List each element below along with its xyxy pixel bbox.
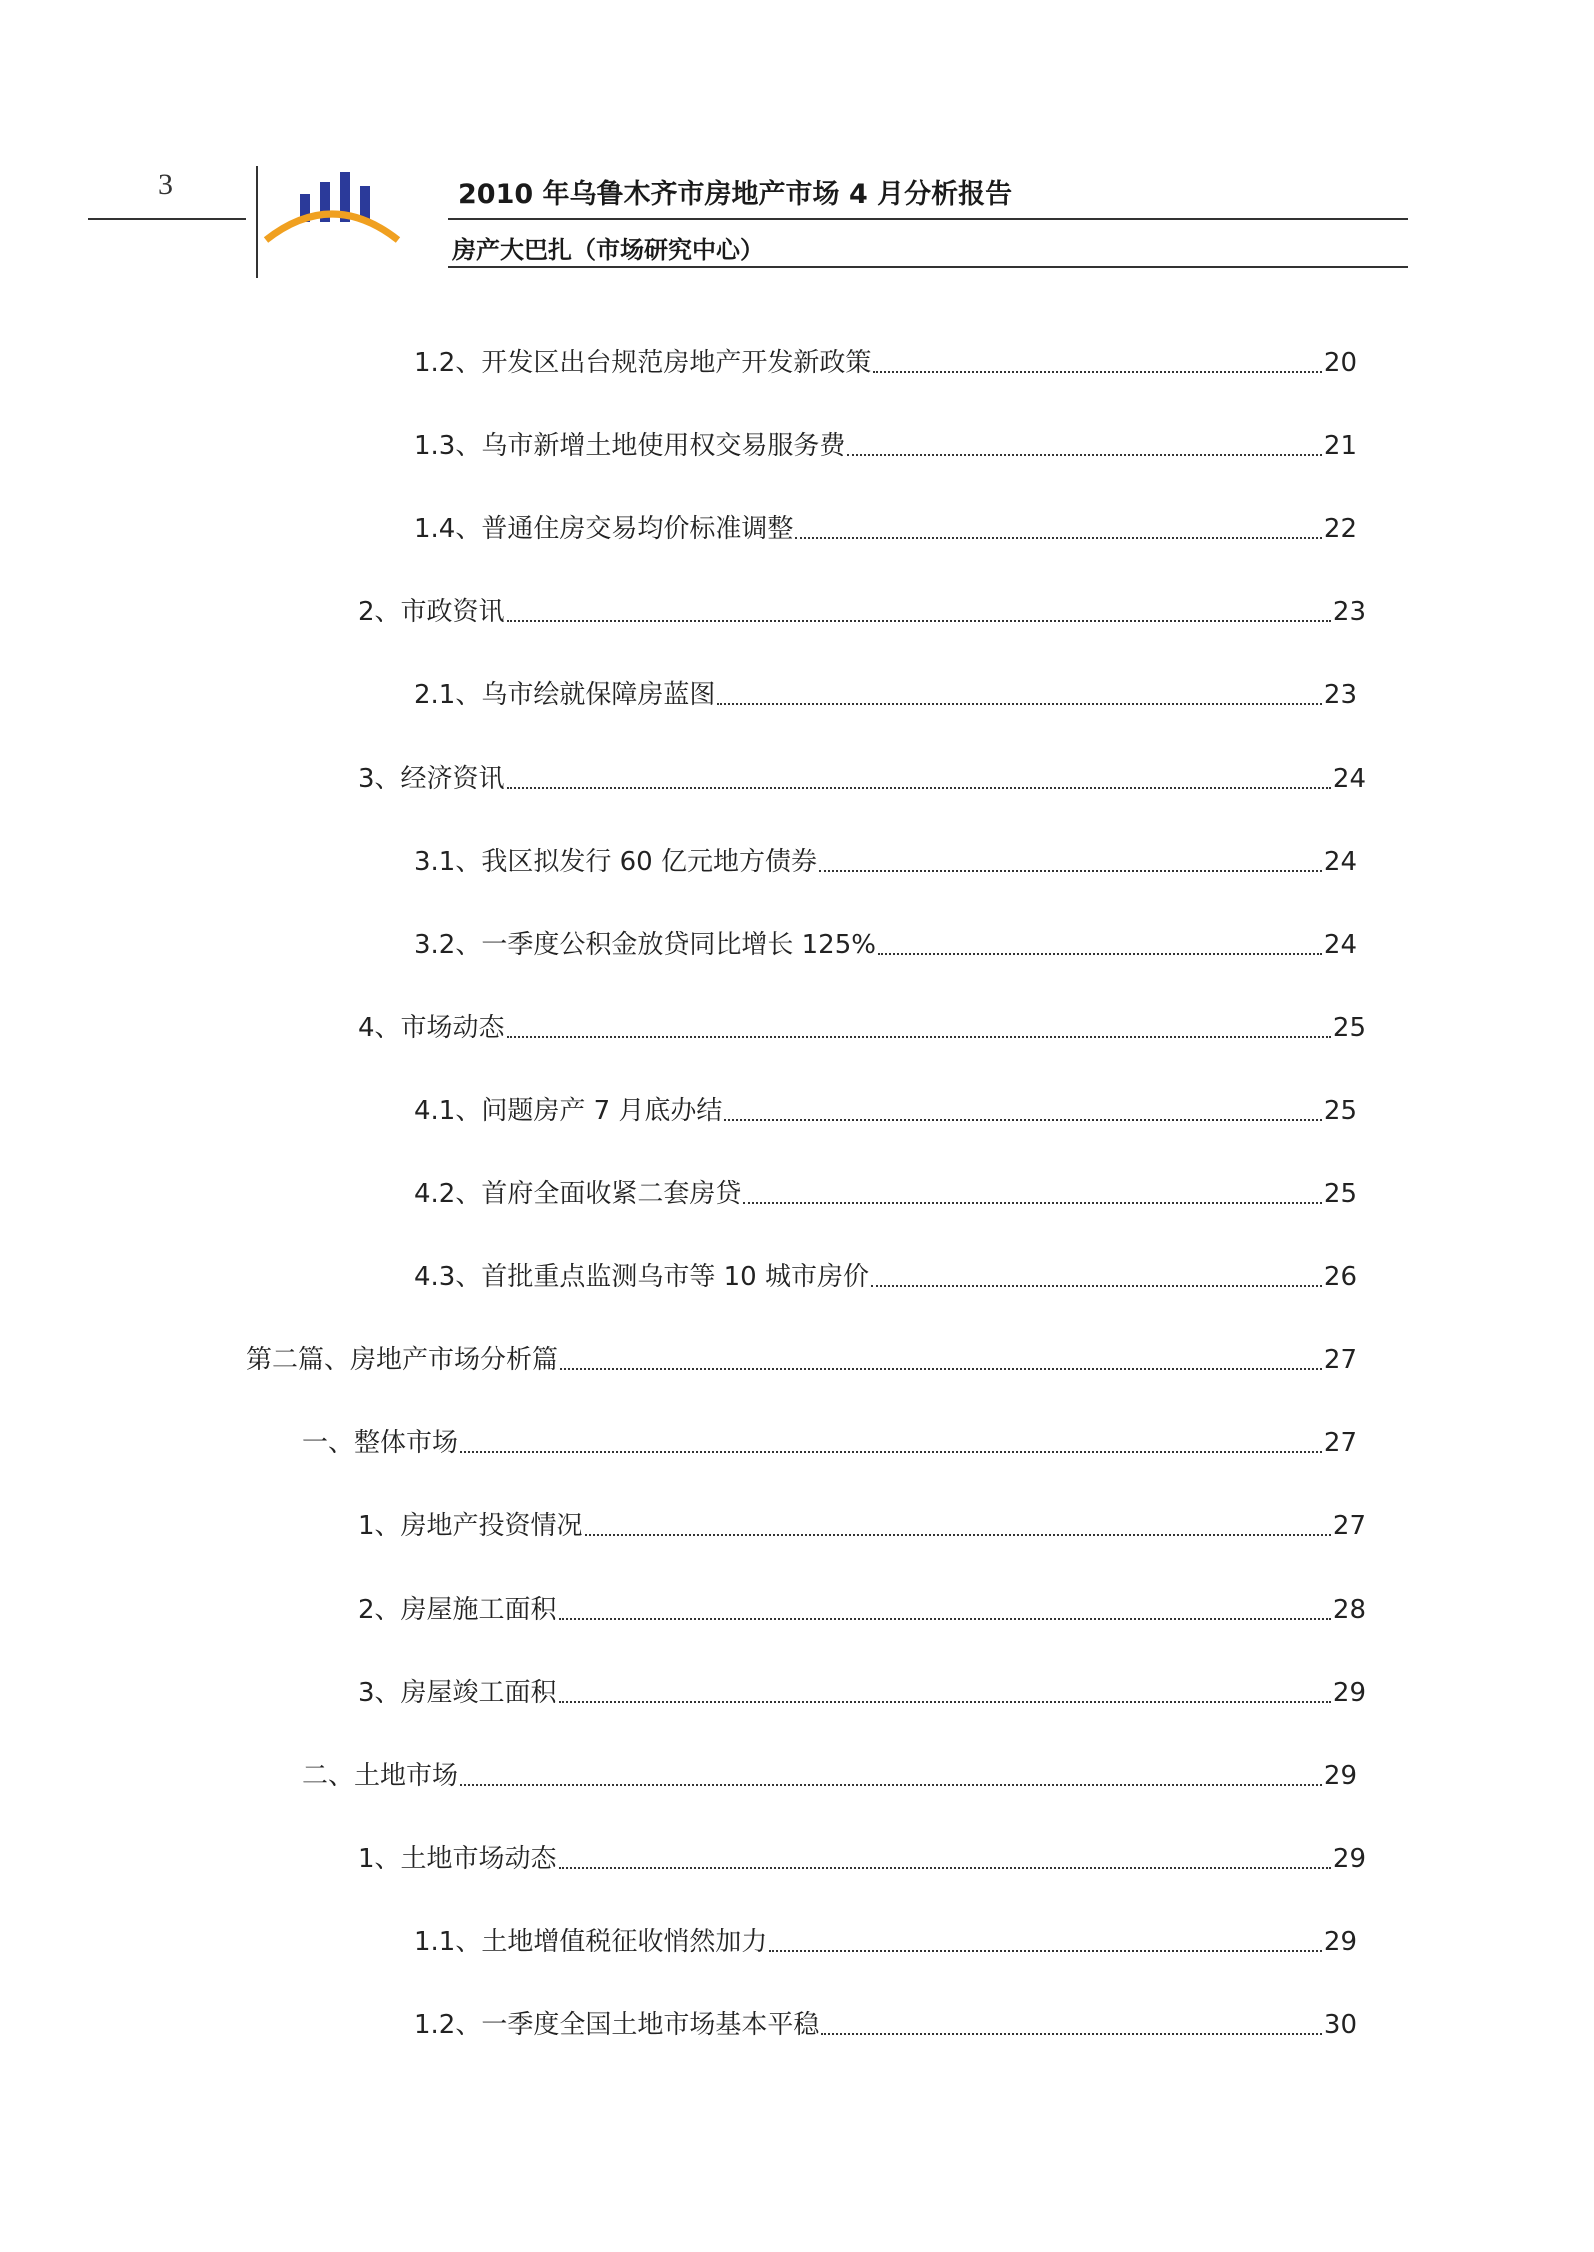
toc-entry-title: 一、整体市场	[302, 1428, 459, 1458]
toc-leader-dots	[743, 1202, 1322, 1204]
toc-entry[interactable]	[414, 922, 1357, 962]
toc-entry-title: 1.2、开发区出台规范房地产开发新政策	[414, 348, 872, 378]
toc-leader-dots	[560, 1368, 1322, 1370]
toc-entry[interactable]	[358, 1587, 1366, 1627]
toc-entry-title: 1、房地产投资情况	[358, 1511, 583, 1541]
header-rule-vertical	[256, 166, 258, 278]
report-subtitle: 房产大巴扎（市场研究中心）	[452, 236, 764, 264]
toc-leader-dots	[847, 454, 1322, 456]
toc-leader-dots	[717, 703, 1322, 705]
header-rule-left	[88, 218, 246, 220]
toc-entry-page: 30	[1323, 2010, 1357, 2040]
toc-entry-page: 23	[1323, 680, 1357, 710]
toc-entry-page: 26	[1323, 1262, 1357, 1292]
toc-entry-title: 4.3、首批重点监测乌市等 10 城市房价	[414, 1262, 869, 1292]
toc-entry[interactable]	[358, 1836, 1366, 1876]
toc-entry-title: 4.1、问题房产 7 月底办结	[414, 1096, 723, 1126]
toc-entry-title: 1.3、乌市新增土地使用权交易服务费	[414, 431, 846, 461]
toc-leader-dots	[873, 371, 1322, 373]
toc-entry[interactable]	[414, 423, 1357, 463]
toc-leader-dots	[507, 1036, 1331, 1038]
toc-leader-dots	[878, 953, 1322, 955]
toc-entry[interactable]	[414, 839, 1357, 879]
toc-entry[interactable]	[302, 1753, 1357, 1793]
toc-entry-title: 4、市场动态	[358, 1013, 505, 1043]
toc-entry-title: 2、房屋施工面积	[358, 1595, 557, 1625]
toc-entry[interactable]	[302, 1420, 1357, 1460]
toc-entry-page: 29	[1332, 1844, 1366, 1874]
report-title: 2010 年乌鲁木齐市房地产市场 4 月分析报告	[458, 179, 1013, 210]
header-rule-title	[448, 218, 1408, 220]
toc-entry[interactable]	[414, 1919, 1357, 1959]
toc-leader-dots	[460, 1451, 1322, 1453]
toc-entry-page: 25	[1332, 1013, 1366, 1043]
toc-leader-dots	[559, 1867, 1331, 1869]
toc-leader-dots	[559, 1618, 1331, 1620]
toc-entry-title: 3.1、我区拟发行 60 亿元地方债券	[414, 847, 817, 877]
toc-entry-page: 29	[1332, 1678, 1366, 1708]
toc-entry-page: 22	[1323, 514, 1357, 544]
toc-entry-title: 2.1、乌市绘就保障房蓝图	[414, 680, 716, 710]
toc-entry-page: 24	[1323, 930, 1357, 960]
toc-entry-title: 3.2、一季度公积金放贷同比增长 125%	[414, 930, 876, 960]
toc-leader-dots	[507, 787, 1331, 789]
toc-entry-page: 27	[1323, 1345, 1357, 1375]
toc-entry[interactable]	[358, 1005, 1366, 1045]
toc-leader-dots	[795, 537, 1322, 539]
toc-entry[interactable]	[414, 672, 1357, 712]
toc-entry[interactable]	[246, 1337, 1357, 1377]
toc-entry[interactable]	[414, 2002, 1357, 2042]
toc-leader-dots	[724, 1119, 1321, 1121]
toc-entry-page: 25	[1323, 1096, 1357, 1126]
toc-entry-page: 23	[1332, 597, 1366, 627]
toc-entry[interactable]	[414, 506, 1357, 546]
toc-entry-page: 27	[1332, 1511, 1366, 1541]
toc-entry[interactable]	[414, 1171, 1357, 1211]
company-logo	[262, 168, 402, 252]
toc-entry[interactable]	[358, 1503, 1366, 1543]
toc-leader-dots	[769, 1950, 1322, 1952]
toc-entry-page: 27	[1323, 1428, 1357, 1458]
toc-entry-page: 29	[1323, 1761, 1357, 1791]
toc-leader-dots	[507, 620, 1331, 622]
toc-entry-title: 二、土地市场	[302, 1761, 459, 1791]
toc-entry[interactable]	[358, 756, 1366, 796]
toc-entry-page: 28	[1332, 1595, 1366, 1625]
toc-entry[interactable]	[414, 1254, 1357, 1294]
toc-entry-title: 3、房屋竣工面积	[358, 1678, 557, 1708]
toc-entry-page: 20	[1323, 348, 1357, 378]
toc-leader-dots	[821, 2033, 1322, 2035]
toc-entry-page: 24	[1323, 847, 1357, 877]
toc-entry[interactable]	[358, 1670, 1366, 1710]
toc-entry-title: 2、市政资讯	[358, 597, 505, 627]
toc-entry-title: 第二篇、房地产市场分析篇	[246, 1345, 559, 1375]
toc-leader-dots	[871, 1285, 1322, 1287]
toc-leader-dots	[559, 1701, 1331, 1703]
header-rule-subtitle	[448, 266, 1408, 268]
toc-entry[interactable]	[414, 1088, 1357, 1128]
toc-entry-page: 24	[1332, 764, 1366, 794]
toc-entry-page: 29	[1323, 1927, 1357, 1957]
toc-entry[interactable]	[358, 589, 1366, 629]
toc-leader-dots	[819, 870, 1322, 872]
toc-leader-dots	[460, 1784, 1322, 1786]
toc-entry-title: 1.1、土地增值税征收悄然加力	[414, 1927, 768, 1957]
toc-entry[interactable]	[414, 340, 1357, 380]
toc-entry-title: 1.4、普通住房交易均价标准调整	[414, 514, 794, 544]
toc-entry-page: 25	[1323, 1179, 1357, 1209]
logo-arc	[266, 214, 398, 240]
toc-entry-title: 3、经济资讯	[358, 764, 505, 794]
toc-leader-dots	[585, 1534, 1331, 1536]
page-number: 3	[158, 168, 173, 201]
toc-entry-title: 1.2、一季度全国土地市场基本平稳	[414, 2010, 820, 2040]
toc-entry-title: 4.2、首府全面收紧二套房贷	[414, 1179, 742, 1209]
toc-entry-page: 21	[1323, 431, 1357, 461]
toc-entry-title: 1、土地市场动态	[358, 1844, 557, 1874]
